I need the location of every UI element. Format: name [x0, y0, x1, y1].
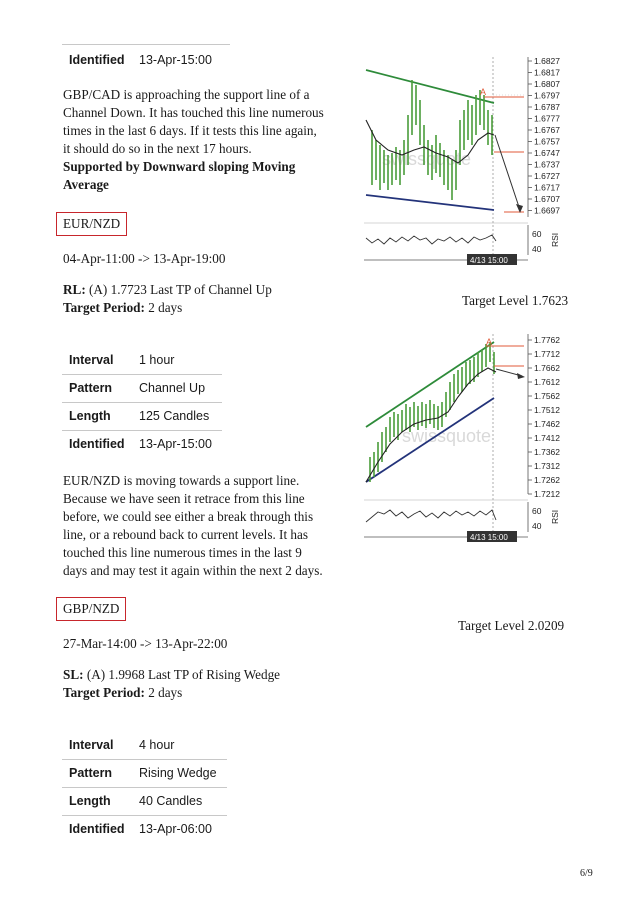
eurnzd-target-level: Target Level 1.7623: [462, 293, 569, 308]
text-line: before, we could see either a break through this: [63, 509, 314, 524]
table-value: 125 Candles: [132, 402, 222, 430]
rsi-axis-label: RSI: [550, 509, 560, 524]
table-row: [62, 430, 222, 458]
y-tick-label: 1.7362: [534, 447, 560, 457]
table-key: Identified: [69, 437, 125, 452]
table-key: Pattern: [62, 374, 132, 402]
y-tick-label: 1.6787: [534, 102, 560, 112]
gbpcad-info-table: [62, 46, 230, 74]
table-value: 13-Apr-15:00: [139, 53, 212, 67]
table-value: 4 hour: [132, 731, 227, 759]
gbpcad-chart: [362, 55, 572, 270]
y-tick-label: 1.6717: [534, 182, 560, 193]
text-line: Because we have seen it retrace from this line: [63, 491, 305, 506]
pattern-marker: A: [480, 87, 487, 97]
level-text: (A) 1.9968 Last TP of Rising Wedge: [86, 667, 281, 682]
gbpnzd-info-table: [62, 731, 227, 843]
table-key: Identified: [69, 53, 125, 67]
y-tick-label: 1.6697: [534, 205, 560, 216]
y-tick-label: 1.7662: [534, 363, 560, 373]
table-value: 1 hour: [132, 346, 222, 374]
y-tick-label: 1.6797: [534, 90, 560, 101]
eurnzd-date-range: 04-Apr-11:00 -> 13-Apr-19:00: [63, 251, 226, 266]
table-key: Interval: [62, 346, 132, 374]
y-tick-label: 1.6737: [534, 159, 560, 170]
table-row: [62, 815, 227, 843]
chart-watermark: swissquote: [402, 426, 492, 446]
chart-date-label: 4/13 15:00: [470, 533, 508, 542]
table-key: Pattern: [62, 759, 132, 787]
y-tick-label: 1.7312: [534, 461, 560, 471]
period-value: 2 days: [148, 685, 183, 700]
y-tick-label: 1.7512: [534, 405, 560, 415]
text-line: it should do so in the next 17 hours.: [63, 141, 252, 156]
y-tick-label: 1.6807: [534, 79, 560, 89]
y-tick-label: 1.7462: [534, 419, 560, 429]
rsi-tick: 40: [532, 521, 542, 531]
rsi-tick: 40: [532, 244, 542, 254]
text-line: GBP/CAD is approaching the support line of a: [63, 87, 310, 102]
y-tick-label: 1.7262: [534, 475, 560, 485]
gbpnzd-date-range: 27-Mar-14:00 -> 13-Apr-22:00: [63, 636, 228, 651]
gbpnzd-level: [63, 666, 363, 702]
y-tick-label: 1.6707: [534, 194, 560, 204]
y-tick-label: 1.6757: [534, 136, 560, 147]
text-line: days and may test it again within the next 2 days.: [63, 563, 323, 578]
table-row: [62, 46, 230, 74]
eurnzd-level: [63, 281, 363, 317]
y-tick-label: 1.7762: [534, 335, 560, 345]
chart-watermark: swissquote: [382, 149, 472, 169]
y-tick-label: 1.6747: [534, 148, 560, 158]
bold-line: Average: [63, 177, 109, 192]
table-row: [62, 346, 222, 374]
rsi-tick: 60: [532, 229, 542, 239]
table-row: [62, 374, 222, 402]
period-label: Target Period:: [63, 300, 145, 315]
table-value: 13-Apr-06:00: [139, 822, 212, 837]
table-key: Identified: [69, 822, 125, 837]
y-tick-label: 1.6827: [534, 56, 560, 66]
y-tick-label: 1.6817: [534, 67, 560, 78]
table-key: Length: [62, 787, 132, 815]
moving-average-line: [366, 368, 496, 482]
table-key: Interval: [62, 731, 132, 759]
y-tick-label: 1.6777: [534, 113, 560, 124]
table-row: [62, 731, 227, 759]
eurnzd-info-table: [62, 346, 222, 458]
eurnzd-chart: [362, 332, 572, 547]
text-line: line, or a rebound back to current levels. It has: [63, 527, 308, 542]
table-value: Rising Wedge: [132, 759, 227, 787]
text-line: Channel Down. It has touched this line numerous: [63, 105, 324, 120]
y-tick-label: 1.7612: [534, 377, 560, 387]
y-tick-label: 1.6767: [534, 125, 560, 135]
text-line: times in the last 6 days. If it tests this line again,: [63, 123, 317, 138]
table-value: 40 Candles: [132, 787, 227, 815]
table-value: Channel Up: [132, 374, 222, 402]
level-text: (A) 1.7723 Last TP of Channel Up: [89, 282, 272, 297]
gbpnzd-target-level: Target Level 2.0209: [458, 618, 565, 633]
table-row: [62, 759, 227, 787]
level-label: RL:: [63, 282, 86, 297]
eurnzd-description: [63, 472, 363, 580]
page-number: 6/9: [580, 868, 593, 879]
text-line: touched this line numerous times in the last 9: [63, 545, 302, 560]
gbpnzd-pair-label: GBP/NZD: [56, 597, 126, 621]
table-row: [62, 787, 227, 815]
period-value: 2 days: [148, 300, 183, 315]
rsi-tick: 60: [532, 506, 542, 516]
y-tick-label: 1.6727: [534, 171, 560, 181]
chart-date-label: 4/13 15:00: [470, 256, 508, 265]
table-top-rule: [62, 44, 230, 45]
gbpcad-description: [63, 86, 363, 194]
rsi-axis-label: RSI: [550, 232, 560, 247]
table-key: Length: [62, 402, 132, 430]
level-label: SL:: [63, 667, 84, 682]
y-tick-label: 1.7712: [534, 349, 560, 359]
y-tick-label: 1.7212: [534, 489, 560, 499]
pattern-marker: A: [486, 337, 493, 347]
table-row: [62, 402, 222, 430]
rsi-line: [366, 510, 496, 522]
table-value: 13-Apr-15:00: [139, 437, 212, 452]
y-tick-label: 1.7412: [534, 433, 560, 443]
eurnzd-pair-label: EUR/NZD: [56, 212, 127, 236]
rsi-line: [366, 235, 496, 244]
bold-line: Supported by Downward sloping Moving: [63, 159, 296, 174]
y-tick-label: 1.7562: [534, 391, 560, 401]
period-label: Target Period:: [63, 685, 145, 700]
text-line: EUR/NZD is moving towards a support line.: [63, 473, 300, 488]
